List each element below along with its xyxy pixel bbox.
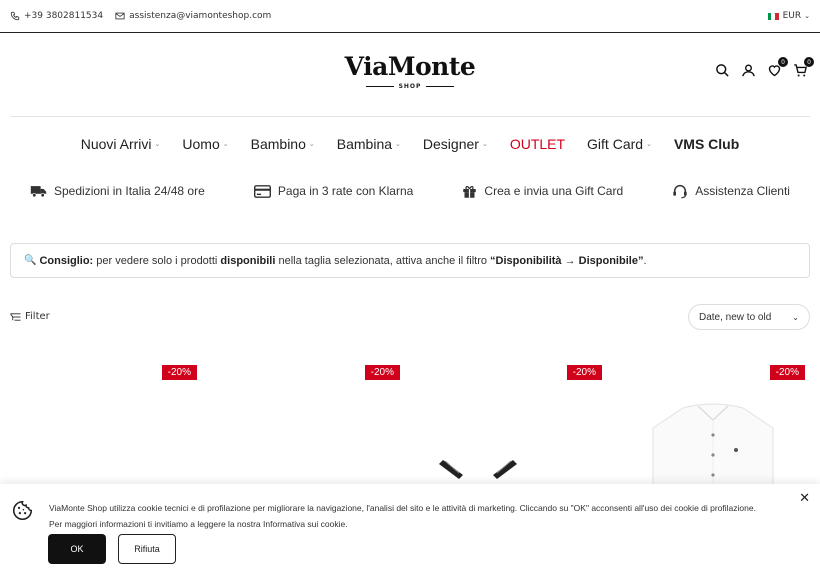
- filter-label: Filter: [25, 311, 50, 322]
- magnifier-emoji-icon: 🔍: [24, 255, 37, 266]
- cart-count-badge: 0: [804, 57, 814, 67]
- logo-sub-text: SHOP: [398, 83, 422, 90]
- chevron-down-icon: ⌄: [154, 141, 161, 148]
- cookie-banner: [0, 484, 820, 577]
- logo-line-left: [366, 86, 394, 87]
- chevron-down-icon: ⌄: [792, 312, 799, 322]
- discount-badge: -20%: [365, 365, 400, 380]
- phone-contact[interactable]: [10, 11, 103, 21]
- cookie-icon: [12, 500, 33, 525]
- cookie-message: [49, 500, 789, 532]
- chevron-down-icon: ⌄: [222, 141, 229, 148]
- close-icon[interactable]: ✕: [799, 491, 810, 506]
- cookie-line-1: ViaMonte Shop utilizza cookie tecnici e di profilazione per migliorare la navigazione, l'analisi del sito e le attività di marketing. Cliccando su "OK" acconsenti all'uso dei cookie di profilazione.: [49, 503, 756, 513]
- main-nav: [0, 136, 820, 152]
- feature-gift-card: [462, 183, 623, 199]
- logo-subtitle: [340, 83, 480, 90]
- nav-label: OUTLET: [509, 136, 566, 152]
- account-button[interactable]: [740, 62, 756, 78]
- product-card[interactable]: [405, 360, 602, 490]
- nav-label: Bambino: [250, 136, 306, 152]
- filter-icon: [10, 312, 21, 322]
- discount-badge: -20%: [770, 365, 805, 380]
- chevron-down-icon: ⌄: [308, 141, 315, 148]
- header-actions: [704, 58, 811, 78]
- phone-icon: [10, 11, 20, 21]
- nav-item-vms-club[interactable]: [674, 136, 739, 152]
- site-logo[interactable]: [340, 52, 480, 90]
- cookie-reject-button[interactable]: Rifiuta: [118, 534, 176, 564]
- nav-item-gift-card[interactable]: [587, 136, 652, 152]
- nav-item-uomo[interactable]: [182, 136, 228, 152]
- wishlist-count-badge: 0: [778, 57, 788, 67]
- discount-badge: -20%: [162, 365, 197, 380]
- feature-label: Assistenza Clienti: [695, 184, 790, 198]
- truck-icon: [30, 184, 47, 198]
- cookie-line-2[interactable]: Per maggiori informazioni ti invitiamo a leggere la nostra Informativa sui cookie.: [49, 519, 348, 529]
- nav-label: Gift Card: [587, 136, 644, 152]
- phone-number: +39 3802811534: [24, 11, 104, 21]
- product-card[interactable]: [203, 360, 400, 490]
- filter-tip-box: [10, 243, 810, 278]
- tip-prefix: Consiglio:: [39, 254, 94, 267]
- nav-item-bambino[interactable]: [251, 136, 315, 152]
- feature-label: Crea e invia una Gift Card: [484, 184, 624, 198]
- search-button[interactable]: [714, 62, 730, 78]
- email-contact[interactable]: [115, 11, 271, 21]
- currency-selector[interactable]: [768, 11, 810, 21]
- italy-flag-icon: [768, 13, 779, 20]
- chevron-down-icon: ⌄: [646, 141, 652, 148]
- sort-value: Date, new to old: [699, 311, 772, 323]
- currency-label: EUR: [782, 11, 802, 21]
- feature-label: Spedizioni in Italia 24/48 ore: [54, 184, 205, 198]
- nav-label: Uomo: [182, 136, 220, 152]
- nav-label: Designer: [422, 136, 479, 152]
- tip-highlight: disponibili: [220, 254, 276, 267]
- tip-text: nella taglia selezionata, attiva anche il filtro: [275, 254, 491, 267]
- tip-end: .: [643, 254, 647, 267]
- chevron-down-icon: ⌄: [804, 12, 810, 20]
- logo-text: ViaMonte: [344, 52, 476, 81]
- feature-klarna: [254, 183, 413, 199]
- nav-item-nuovi-arrivi[interactable]: [81, 136, 161, 152]
- feature-support: [672, 183, 790, 199]
- cookie-ok-button[interactable]: OK: [48, 534, 106, 564]
- chevron-down-icon: ⌄: [395, 141, 401, 148]
- cart-button[interactable]: [792, 58, 811, 78]
- credit-card-icon: [254, 185, 271, 198]
- discount-badge: -20%: [567, 365, 602, 380]
- nav-item-outlet[interactable]: [510, 136, 565, 152]
- product-card[interactable]: [608, 360, 805, 490]
- nav-label: VMS Club: [673, 136, 740, 152]
- feature-label: Paga in 3 rate con Klarna: [277, 184, 414, 198]
- feature-shipping: [30, 183, 205, 199]
- search-icon: [715, 63, 730, 78]
- mail-icon: [115, 11, 125, 21]
- product-image: [638, 400, 788, 495]
- nav-label: Bambina: [336, 136, 393, 152]
- gift-icon: [462, 184, 477, 199]
- header-divider: [10, 116, 810, 117]
- logo-line-right: [426, 86, 454, 87]
- nav-label: Nuovi Arrivi: [80, 136, 152, 152]
- nav-item-bambina[interactable]: [337, 136, 401, 152]
- nav-item-designer[interactable]: [423, 136, 488, 152]
- user-icon: [741, 63, 756, 78]
- sort-select[interactable]: [688, 304, 810, 330]
- email-address: assistenza@viamonteshop.com: [129, 11, 272, 21]
- tip-text: per vedere solo i prodotti: [93, 254, 221, 267]
- headset-icon: [672, 183, 688, 199]
- feature-strip: [0, 183, 820, 199]
- top-bar: [0, 0, 820, 33]
- product-card[interactable]: [0, 360, 197, 490]
- filter-button[interactable]: [10, 311, 50, 322]
- wishlist-button[interactable]: [766, 58, 785, 78]
- tip-filter-name: “Disponibilità → Disponibile”: [490, 254, 644, 267]
- chevron-down-icon: ⌄: [481, 141, 488, 148]
